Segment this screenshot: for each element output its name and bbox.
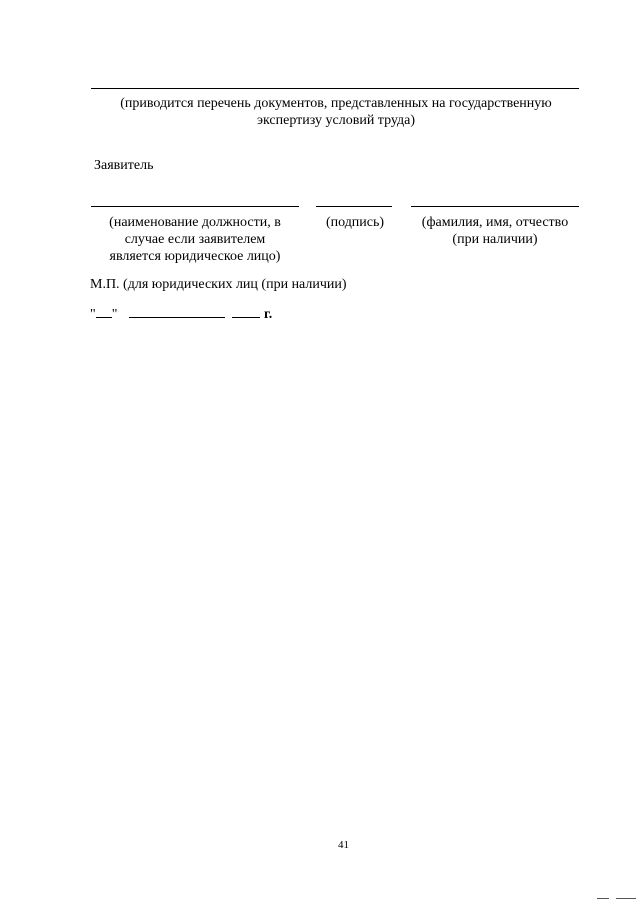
position-caption-line2: случае если заявителем (124, 232, 266, 247)
page-number: 41 (338, 839, 349, 851)
position-caption-line3: является юридическое лицо) (109, 249, 281, 264)
name-caption-line2: (при наличии) (452, 232, 538, 247)
month-blank (129, 305, 225, 318)
name-caption (407, 214, 583, 248)
scan-mark-1 (597, 898, 609, 899)
name-caption-line1: (фамилия, имя, отчество (421, 215, 569, 230)
documents-list-caption-line2: экспертизу условий труда) (256, 113, 416, 128)
signature-line (316, 206, 392, 207)
documents-list-caption (86, 95, 586, 129)
name-line (411, 206, 579, 207)
position-caption (91, 214, 299, 265)
position-caption-line1: (наименование должности, в (109, 215, 281, 230)
date-quote-close: " (111, 307, 118, 322)
documents-list-line (91, 88, 579, 89)
scan-mark-2 (616, 898, 636, 899)
applicant-label: Заявитель (94, 158, 154, 173)
date-line (90, 305, 272, 323)
signature-caption: (подпись) (325, 215, 385, 230)
stamp-text: М.П. (для юридических лиц (при наличии) (90, 277, 347, 292)
documents-list-caption-line1: (приводится перечень документов, представленных на государственную (120, 96, 552, 111)
day-blank (96, 305, 112, 318)
year-suffix: г. (263, 307, 273, 322)
year-blank (232, 305, 260, 318)
date-quote-open: " (90, 307, 96, 322)
position-line (91, 206, 299, 207)
